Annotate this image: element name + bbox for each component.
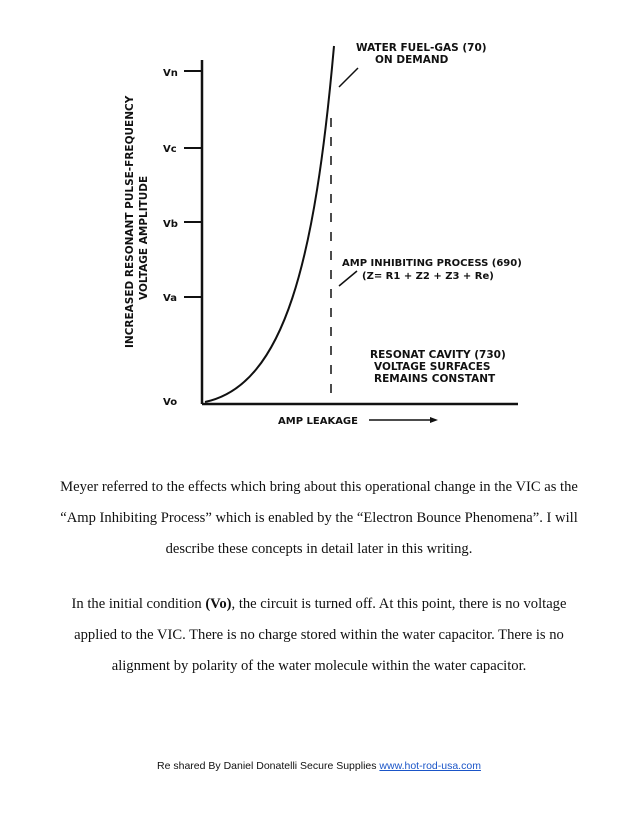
annotation-bottom-line2: VOLTAGE SURFACES	[374, 361, 491, 373]
paragraph-2-line-1	[72, 596, 567, 612]
tick-label-vo: Vo	[163, 397, 178, 408]
annotation-top-line2: ON DEMAND	[375, 54, 449, 66]
paragraph-2-line-3: alignment by polarity of the water molecule within the water capacitor.	[111, 658, 527, 674]
footer-link[interactable]: www.hot-rod-usa.com	[379, 760, 481, 772]
voltage-curve	[205, 46, 334, 402]
paragraph-2	[30, 589, 608, 682]
x-axis-label: AMP LEAKAGE	[278, 416, 358, 427]
tick-label-vb: Vb	[163, 219, 178, 230]
tick-label-va: Va	[163, 293, 177, 304]
paragraph-2-bold-vo: (Vo)	[205, 596, 232, 612]
annotation-mid-line1: AMP INHIBITING PROCESS (690)	[342, 258, 522, 269]
annotation-top-line1: WATER FUEL-GAS (70)	[356, 42, 487, 54]
footer-text: Re shared By Daniel Donatelli Secure Supplies	[157, 760, 380, 772]
x-axis-arrow-head	[430, 417, 438, 423]
paragraph-2-line-1-after: , the circuit is turned off. At this point, there is no voltage	[231, 596, 567, 612]
paragraph-1	[30, 472, 608, 565]
paragraph-2-line-2: applied to the VIC. There is no charge stored within the water capacitor. There is no	[74, 627, 564, 643]
paragraph-1-line-2: “Amp Inhibiting Process” which is enabled by the “Electron Bounce Phenomena”. I will	[60, 510, 578, 526]
y-axis-label-line1: INCREASED RESONANT PULSE-FREQUENCY	[124, 95, 136, 348]
leader-top	[339, 68, 358, 87]
paragraph-1-line-1: Meyer referred to the effects which bring about this operational change in the VIC as the	[60, 479, 578, 495]
y-axis-label-line2: VOLTAGE AMPLITUDE	[138, 175, 150, 300]
tick-label-vn: Vn	[163, 68, 178, 79]
footer	[0, 760, 638, 772]
tick-label-vc: Vc	[163, 144, 177, 155]
leader-mid	[339, 271, 357, 286]
paragraph-1-line-3: describe these concepts in detail later in this writing.	[165, 541, 473, 557]
annotation-bottom-line1: RESONAT CAVITY (730)	[370, 349, 506, 361]
paragraph-2-line-1-before: In the initial condition	[71, 596, 206, 612]
annotation-bottom-line3: REMAINS CONSTANT	[374, 373, 496, 385]
annotation-mid-line2: (Z= R1 + Z2 + Z3 + Re)	[362, 271, 494, 282]
